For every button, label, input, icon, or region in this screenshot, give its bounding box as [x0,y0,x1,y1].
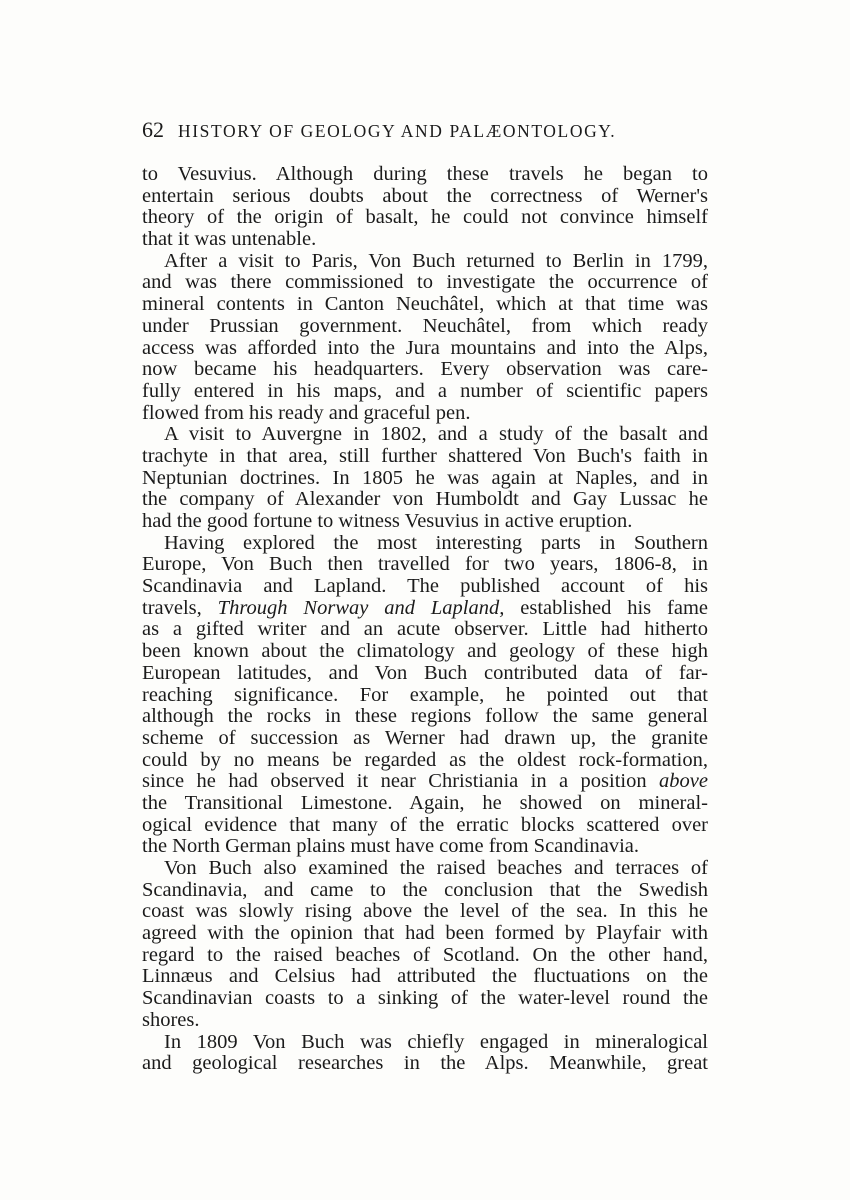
text-line [142,424,708,446]
text-segment: ogical evidence that many of the erratic blocks scattered over [142,813,708,836]
text-line [142,901,708,923]
text-segment: After a visit to Paris, Von Buch returned to Berlin in 1799, [164,249,708,272]
text-line [142,1032,708,1054]
text-segment: that it was untenable. [142,228,317,251]
text-line [142,663,708,685]
text-line [142,294,708,316]
text-segment: now became his headquarters. Every observation was care- [142,358,708,381]
text-line [142,706,708,728]
text-segment: established his fame [504,596,709,619]
page-number: 62 [142,117,164,142]
text-segment: scheme of succession as Werner had drawn up, the granite [142,726,708,749]
text-segment: Von Buch also examined the raised beaches and terraces of [164,857,708,879]
text-segment: flowed from his ready and graceful pen. [142,401,471,424]
text-line [142,858,708,880]
text-line [142,207,708,229]
text-line [142,533,708,555]
text-segment: could by no means be regarded as the oldest rock-formation, [142,748,708,771]
text-segment: trachyte in that area, still further shattered Von Buch's faith in [142,444,708,467]
text-line [142,381,708,403]
body-text [142,164,708,1075]
text-segment: theory of the origin of basalt, he could not convince himself [142,206,708,229]
text-segment: the company of Alexander von Humboldt and Gay Lussac he [142,488,708,511]
text-segment: agreed with the opinion that had been formed by Playfair with [142,922,708,945]
text-segment: although the rocks in these regions follow the same general [142,705,708,728]
text-line [142,619,708,641]
text-line [142,988,708,1010]
text-line [142,251,708,273]
text-segment: Scandinavian coasts to a sinking of the water-level round the [142,987,708,1010]
text-line [142,511,708,533]
italic-text: Through Norway and Lapland, [217,596,505,619]
text-line [142,576,708,598]
text-line [142,446,708,468]
text-segment: entertain serious doubts about the correctness of Werner's [142,184,708,207]
text-segment: been known about the climatology and geology of these high [142,640,708,663]
text-line [142,338,708,360]
text-segment: to Vesuvius. Although during these travels he began to [142,163,708,185]
text-segment: as a gifted writer and an acute observer. Little had hitherto [142,618,708,641]
text-line [142,966,708,988]
text-segment: A visit to Auvergne in 1802, and a study of the basalt and [164,423,708,446]
text-line [142,598,708,620]
text-line [142,771,708,793]
text-line [142,923,708,945]
text-segment: reaching significance. For example, he pointed out that [142,683,708,706]
running-head [142,118,708,143]
text-segment: access was afforded into the Jura mountains and into the Alps, [142,336,708,359]
running-title: HISTORY OF GEOLOGY AND PALÆONTOLOGY. [178,121,617,141]
text-segment: coast was slowly rising above the level of the sea. In this he [142,900,708,923]
text-line [142,229,708,251]
text-line [142,554,708,576]
text-segment: the Transitional Limestone. Again, he showed on mineral- [142,791,708,814]
text-segment: Neptunian doctrines. In 1805 he was again at Naples, and in [142,466,708,489]
text-line [142,641,708,663]
text-segment: regard to the raised beaches of Scotland. On the other hand, [142,943,708,966]
text-line [142,272,708,294]
text-line [142,793,708,815]
text-segment: had the good fortune to witness Vesuvius in active eruption. [142,510,633,532]
text-line [142,186,708,208]
text-line [142,815,708,837]
text-line [142,489,708,511]
italic-text: above [659,770,708,793]
text-line [142,316,708,338]
text-segment: Scandinavia, and came to the conclusion that the Swedish [142,878,708,901]
text-segment: Having explored the most interesting parts in Southern [164,531,708,554]
text-segment: shores. [142,1008,200,1031]
text-line [142,359,708,381]
text-line [142,750,708,772]
text-line [142,403,708,425]
text-segment: under Prussian government. Neuchâtel, from which ready [142,314,708,337]
text-line [142,685,708,707]
text-line [142,836,708,858]
text-segment: European latitudes, and Von Buch contributed data of far- [142,661,708,684]
text-segment: the North German plains must have come from Scandinavia. [142,835,639,858]
text-segment: Europe, Von Buch then travelled for two years, 1806-8, in [142,553,708,576]
text-line [142,880,708,902]
text-line [142,1010,708,1032]
text-segment: fully entered in his maps, and a number of scientific papers [142,379,708,402]
text-segment: Linnæus and Celsius had attributed the fluctuations on the [142,965,708,988]
text-segment: Scandinavia and Lapland. The published account of his [142,575,708,598]
text-segment: and was there commissioned to investigate the occurrence of [142,271,708,294]
text-line [142,728,708,750]
text-line [142,164,708,186]
text-segment: travels, [142,596,218,619]
text-segment: mineral contents in Canton Neuchâtel, which at that time was [142,293,708,316]
text-line [142,945,708,967]
text-segment: In 1809 Von Buch was chiefly engaged in mineralogical [164,1030,708,1053]
text-segment: and geological researches in the Alps. Meanwhile, great [142,1052,708,1075]
text-segment: since he had observed it near Christiania in a position [142,770,660,793]
text-line [142,468,708,490]
text-line [142,1053,708,1075]
